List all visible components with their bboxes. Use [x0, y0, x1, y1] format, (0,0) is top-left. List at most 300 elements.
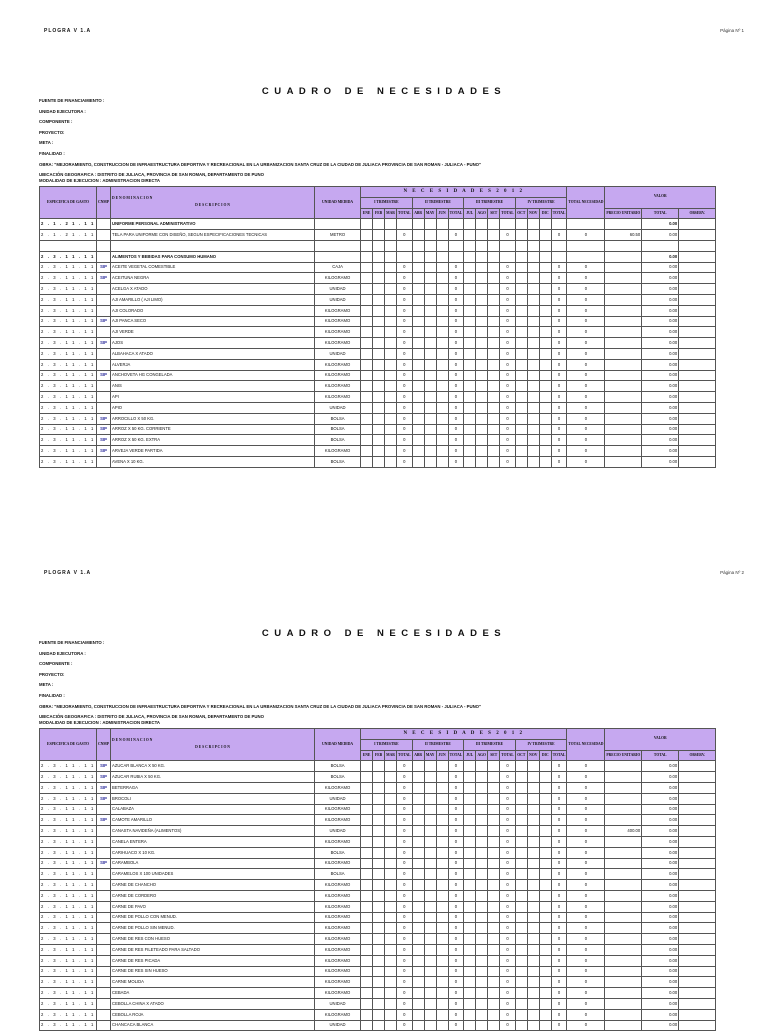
cell-precio-unitario	[605, 944, 642, 955]
cell-month	[464, 1009, 476, 1020]
cell-unidad: KILOGRAMO	[315, 890, 361, 901]
cell-month	[373, 348, 385, 359]
cell-month	[361, 262, 373, 273]
cell-month	[385, 381, 397, 392]
cell-unidad: UNIDAD	[315, 793, 361, 804]
cell-trimestre-total: 0	[551, 456, 567, 467]
cell-month	[361, 869, 373, 880]
cell-month	[527, 219, 539, 230]
cell-especifica: 2 . 3 . 1 1 . 1 1	[40, 413, 97, 424]
cell-unidad: UNIDAD	[315, 1020, 361, 1031]
cell-month	[515, 977, 527, 988]
cell-cnmp	[96, 944, 110, 955]
cell-unidad: KILOGRAMO	[315, 305, 361, 316]
cell-month	[527, 348, 539, 359]
cell-month	[412, 944, 424, 955]
document-title: CUADRO DE NECESIDADES	[261, 628, 507, 639]
cell-precio-unitario	[605, 923, 642, 934]
header-month: JUN	[436, 750, 448, 761]
table-row	[40, 370, 716, 381]
cell-month	[488, 761, 500, 772]
cell-month	[412, 219, 424, 230]
cell-total-necesidad: 0	[567, 446, 605, 457]
cell-month	[373, 923, 385, 934]
cell-unidad: KILOGRAMO	[315, 912, 361, 923]
cell-observ	[679, 761, 716, 772]
header-month: FEB	[373, 208, 385, 219]
cell-month	[412, 836, 424, 847]
cell-month	[476, 977, 488, 988]
cell-precio-unitario	[605, 782, 642, 793]
cell-total-necesidad: 0	[567, 826, 605, 837]
cell-trimestre-total: 0	[397, 869, 413, 880]
cell-month	[385, 890, 397, 901]
cell-valor-total: 0.00	[642, 869, 679, 880]
cell-month	[539, 955, 551, 966]
cell-month	[488, 262, 500, 273]
cell-valor-total: 0.00	[642, 424, 679, 435]
cell-unidad: KILOGRAMO	[315, 273, 361, 284]
cell-month	[373, 446, 385, 457]
cell-month	[539, 944, 551, 955]
cell-month	[527, 413, 539, 424]
cell-month	[539, 901, 551, 912]
cell-month	[361, 782, 373, 793]
cell-month	[436, 804, 448, 815]
cell-observ	[679, 219, 716, 230]
cell-cnmp: SIP	[96, 262, 110, 273]
cell-month	[436, 934, 448, 945]
cell-cnmp: SIP	[96, 338, 110, 349]
cell-trimestre-total: 0	[500, 847, 516, 858]
cell-month	[539, 316, 551, 327]
header-month: TOTAL	[500, 208, 516, 219]
header-month: JUL	[464, 208, 476, 219]
cell-unidad: BOLSA	[315, 761, 361, 772]
cell-month	[361, 880, 373, 891]
cell-month	[476, 284, 488, 295]
cell-cnmp: SIP	[96, 446, 110, 457]
cell-total-necesidad: 0	[567, 456, 605, 467]
cell-month	[436, 251, 448, 262]
meta-componente: COMPONENTE :	[39, 661, 73, 667]
cell-month	[464, 793, 476, 804]
cell-month	[436, 392, 448, 403]
cell-unidad: KILOGRAMO	[315, 370, 361, 381]
cell-month	[385, 305, 397, 316]
cell-trimestre-total: 0	[448, 446, 464, 457]
company-name: PLOGRA V 1.A	[44, 28, 92, 34]
cell-precio-unitario	[605, 858, 642, 869]
cell-trimestre-total: 0	[500, 944, 516, 955]
cell-trimestre-total: 0	[397, 338, 413, 349]
header-month: TOTAL	[448, 750, 464, 761]
header-month: AGO	[476, 208, 488, 219]
cell-cnmp	[96, 847, 110, 858]
cell-month	[385, 836, 397, 847]
cell-trimestre-total: 0	[551, 1020, 567, 1031]
cell-month	[436, 446, 448, 457]
cell-month	[527, 934, 539, 945]
cell-especifica: 2 . 3 . 1 1 . 1 1	[40, 912, 97, 923]
cell-month	[412, 1020, 424, 1031]
cell-cnmp: SIP	[96, 316, 110, 327]
cell-especifica: 2 . 3 . 1 1 . 1 1	[40, 836, 97, 847]
header-month: DIC	[539, 750, 551, 761]
cell-month	[539, 402, 551, 413]
cell-trimestre-total: 0	[397, 348, 413, 359]
cell-month	[515, 273, 527, 284]
cell-month	[539, 1009, 551, 1020]
cell-trimestre-total: 0	[448, 305, 464, 316]
cell-observ	[679, 359, 716, 370]
cell-month	[424, 370, 436, 381]
cell-valor-total: 0.00	[642, 901, 679, 912]
cell-month	[373, 869, 385, 880]
cell-month	[527, 435, 539, 446]
cell-month	[464, 880, 476, 891]
cell-unidad: KILOGRAMO	[315, 977, 361, 988]
cell-unidad: CAJA	[315, 262, 361, 273]
header-month: ENE	[361, 750, 373, 761]
table-row	[40, 804, 716, 815]
cell-valor-total: 0.00	[642, 772, 679, 783]
table-row	[40, 772, 716, 783]
cell-unidad: KILOGRAMO	[315, 955, 361, 966]
header-month: JUN	[436, 208, 448, 219]
cell-cnmp	[96, 359, 110, 370]
cell-observ	[679, 836, 716, 847]
cell-month	[527, 392, 539, 403]
cell-month	[464, 219, 476, 230]
cell-month	[476, 826, 488, 837]
cell-month	[515, 955, 527, 966]
cell-month	[424, 446, 436, 457]
cell-especifica: 2 . 3 . 1 1 . 1 1	[40, 815, 97, 826]
cell-month	[385, 804, 397, 815]
cell-trimestre-total: 0	[500, 998, 516, 1009]
cell-month	[424, 858, 436, 869]
cell-month	[424, 316, 436, 327]
table-row	[40, 966, 716, 977]
meta-meta: META :	[39, 140, 54, 146]
cell-month	[488, 934, 500, 945]
meta-block	[39, 641, 481, 728]
cell-precio-unitario	[605, 880, 642, 891]
meta-block	[39, 99, 481, 186]
cell-month	[515, 219, 527, 230]
cell-month	[373, 858, 385, 869]
cell-month	[373, 804, 385, 815]
cell-total-necesidad: 0	[567, 890, 605, 901]
cell-month	[424, 338, 436, 349]
header-observ: OBSERV.	[679, 208, 716, 219]
cell-observ	[679, 890, 716, 901]
cell-month	[424, 348, 436, 359]
cell-descripcion: CARNE DE CORDERO	[111, 890, 315, 901]
cell-total-necesidad: 0	[567, 273, 605, 284]
cell-observ	[679, 858, 716, 869]
cell-trimestre-total	[551, 219, 567, 230]
cell-total-necesidad: 0	[567, 413, 605, 424]
header-month: NOV	[527, 208, 539, 219]
cell-trimestre-total: 0	[500, 338, 516, 349]
cell-month	[412, 284, 424, 295]
cell-valor-total: 0.00	[642, 348, 679, 359]
cell-month	[412, 955, 424, 966]
cell-month	[527, 847, 539, 858]
cell-observ	[679, 988, 716, 999]
cell-month	[412, 890, 424, 901]
cell-unidad: BOLSA	[315, 424, 361, 435]
cell-month	[476, 955, 488, 966]
cell-month	[424, 869, 436, 880]
cell-month	[464, 305, 476, 316]
cell-month	[539, 966, 551, 977]
header-denominacion	[111, 729, 315, 761]
cell-month	[424, 273, 436, 284]
cell-month	[385, 847, 397, 858]
cell-month	[515, 294, 527, 305]
cell-trimestre-total: 0	[397, 413, 413, 424]
cell-month	[385, 273, 397, 284]
cell-trimestre-total: 0	[500, 836, 516, 847]
cell-month	[476, 934, 488, 945]
cell-month	[488, 988, 500, 999]
cell-trimestre-total: 0	[397, 880, 413, 891]
cell-month	[385, 327, 397, 338]
table-row	[40, 392, 716, 403]
header-month: TOTAL	[500, 750, 516, 761]
cell-month	[412, 305, 424, 316]
cell-trimestre-total: 0	[551, 435, 567, 446]
cell-valor-total: 0.00	[642, 262, 679, 273]
cell-month	[424, 977, 436, 988]
cell-trimestre-total: 0	[448, 988, 464, 999]
cell-cnmp	[96, 998, 110, 1009]
table-row	[40, 305, 716, 316]
cell-trimestre-total: 0	[551, 793, 567, 804]
cell-month	[373, 966, 385, 977]
cell-precio-unitario	[605, 435, 642, 446]
cell-month	[412, 869, 424, 880]
cell-month	[361, 230, 373, 241]
cell-month	[464, 392, 476, 403]
cell-trimestre-total: 0	[500, 955, 516, 966]
cell-month	[373, 944, 385, 955]
meta-obra: OBRA: "MEJORAMIENTO, CONSTRUCCION DE INFRAESTRUCTURA DEPORTIVA Y RECREACIONAL EN LA URBANIZACION SANTA CRUZ DE LA CIUDAD DE JULIACA PROVINCIA DE SAN ROMAN - JULIACA - PUNO"	[39, 703, 482, 709]
cell-especifica: 2 . 3 . 1 1 . 1 1	[40, 955, 97, 966]
cell-trimestre-total: 0	[397, 804, 413, 815]
cell-month	[385, 901, 397, 912]
cell-trimestre-total: 0	[500, 804, 516, 815]
meta-componente: COMPONENTE :	[39, 119, 73, 125]
table-row	[40, 251, 716, 262]
cell-cnmp	[96, 988, 110, 999]
table-row	[40, 793, 716, 804]
cell-especifica: 2 . 3 . 1 1 . 1 1	[40, 1020, 97, 1031]
cell-month	[436, 456, 448, 467]
cell-month	[476, 1009, 488, 1020]
header-month: TOTAL	[448, 208, 464, 219]
cell-month	[436, 912, 448, 923]
cell-month	[515, 934, 527, 945]
cell-cnmp: SIP	[96, 858, 110, 869]
cell-month	[373, 219, 385, 230]
cell-month	[539, 284, 551, 295]
cell-cnmp	[96, 966, 110, 977]
cell-trimestre-total: 0	[500, 316, 516, 327]
cell-descripcion: CALABAZA	[111, 804, 315, 815]
cell-month	[464, 772, 476, 783]
cell-month	[424, 793, 436, 804]
cell-month	[385, 782, 397, 793]
cell-precio-unitario	[605, 1020, 642, 1031]
cell-month	[476, 219, 488, 230]
cell-valor-total: 0.00	[642, 230, 679, 241]
cell-trimestre-total: 0	[397, 424, 413, 435]
cell-month	[527, 381, 539, 392]
cell-trimestre-total: 0	[397, 901, 413, 912]
cell-observ	[679, 284, 716, 295]
cell-trimestre-total: 0	[500, 869, 516, 880]
cell-month	[424, 966, 436, 977]
cell-trimestre-total: 0	[500, 934, 516, 945]
cell-month	[385, 934, 397, 945]
cell-especifica: 2 . 3 . 1 1 . 1 1	[40, 456, 97, 467]
header-month: TOTAL	[551, 750, 567, 761]
cell-trimestre-total: 0	[551, 273, 567, 284]
cell-trimestre-total: 0	[448, 804, 464, 815]
cell-month	[436, 998, 448, 1009]
cell-month	[436, 327, 448, 338]
cell-especifica: 2 . 3 . 1 1 . 1 1	[40, 782, 97, 793]
cell-valor-total: 0.00	[642, 338, 679, 349]
cell-valor-total: 0.00	[642, 381, 679, 392]
table-row	[40, 381, 716, 392]
cell-month	[361, 219, 373, 230]
cell-month	[488, 392, 500, 403]
table-row	[40, 413, 716, 424]
cell-cnmp	[96, 912, 110, 923]
cell-month	[412, 977, 424, 988]
cell-valor-total: 0.00	[642, 880, 679, 891]
cell-month	[515, 998, 527, 1009]
cell-observ	[679, 251, 716, 262]
cell-month	[488, 815, 500, 826]
cell-month	[515, 988, 527, 999]
meta-finalidad: FINALIDAD :	[39, 150, 65, 156]
cell-trimestre-total: 0	[397, 1009, 413, 1020]
cell-descripcion: APIO	[111, 402, 315, 413]
cell-month	[412, 456, 424, 467]
cell-precio-unitario	[605, 251, 642, 262]
cell-especifica: 2 . 3 . 1 1 . 1 1	[40, 435, 97, 446]
header-month: JUL	[464, 750, 476, 761]
cell-month	[515, 348, 527, 359]
cell-month	[424, 934, 436, 945]
cell-descripcion: CARNE DE RES SIN HUESO	[111, 966, 315, 977]
cell-cnmp	[96, 934, 110, 945]
cell-month	[464, 782, 476, 793]
cell-trimestre-total: 0	[551, 966, 567, 977]
cell-observ	[679, 381, 716, 392]
cell-month	[464, 413, 476, 424]
cell-total-necesidad: 0	[567, 782, 605, 793]
cell-total-necesidad: 0	[567, 977, 605, 988]
cell-trimestre-total: 0	[551, 782, 567, 793]
cell-month	[527, 782, 539, 793]
table-row	[40, 815, 716, 826]
cell-precio-unitario	[605, 273, 642, 284]
cell-month	[373, 338, 385, 349]
cell-trimestre-total: 0	[448, 381, 464, 392]
cell-trimestre-total: 0	[551, 880, 567, 891]
cell-month	[527, 901, 539, 912]
cell-month	[361, 998, 373, 1009]
cell-especifica: 2 . 3 . 1 1 . 1 1	[40, 923, 97, 934]
cell-unidad: BOLSA	[315, 435, 361, 446]
cell-month	[464, 761, 476, 772]
cell-valor-total: 0.00	[642, 998, 679, 1009]
table-row	[40, 327, 716, 338]
cell-month	[539, 262, 551, 273]
cell-month	[539, 392, 551, 403]
cell-trimestre-total: 0	[500, 1020, 516, 1031]
cell-observ	[679, 880, 716, 891]
cell-month	[515, 424, 527, 435]
cell-month	[539, 370, 551, 381]
cell-trimestre-total: 0	[551, 890, 567, 901]
cell-total-necesidad: 0	[567, 338, 605, 349]
cell-month	[412, 370, 424, 381]
cell-month	[488, 998, 500, 1009]
cell-month	[464, 912, 476, 923]
cell-month	[527, 251, 539, 262]
header-month: FEB	[373, 750, 385, 761]
cell-month	[373, 836, 385, 847]
cell-descripcion: CARIHUACO X 10 KG.	[111, 847, 315, 858]
cell-especifica: 2 . 3 . 1 1 . 1 1	[40, 880, 97, 891]
cell-descripcion: ALIMENTOS Y BEBIDAS PARA CONSUMO HUMANO	[111, 251, 315, 262]
cell-month	[488, 847, 500, 858]
cell-descripcion: AZUCAR BLANCA X 50 KG.	[111, 761, 315, 772]
cell-unidad: UNIDAD	[315, 402, 361, 413]
cell-descripcion: ALVERJA	[111, 359, 315, 370]
cell-month	[476, 782, 488, 793]
cell-month	[385, 1020, 397, 1031]
cell-cnmp	[96, 294, 110, 305]
cell-trimestre-total: 0	[500, 977, 516, 988]
cell-unidad: BOLSA	[315, 456, 361, 467]
cell-month	[361, 327, 373, 338]
cell-trimestre-total: 0	[500, 901, 516, 912]
cell-especifica: 2 . 3 . 1 1 . 1 1	[40, 402, 97, 413]
cell-cnmp: SIP	[96, 273, 110, 284]
header-precio-unitario: PRECIO UNITARIO	[605, 750, 642, 761]
cell-month	[515, 826, 527, 837]
cell-month	[527, 305, 539, 316]
cell-month	[488, 294, 500, 305]
cell-month	[436, 230, 448, 241]
cell-cnmp: SIP	[96, 815, 110, 826]
cell-unidad: KILOGRAMO	[315, 880, 361, 891]
cell-trimestre-total: 0	[397, 934, 413, 945]
cell-month	[464, 327, 476, 338]
cell-month	[464, 316, 476, 327]
cell-month	[424, 772, 436, 783]
table-row	[40, 359, 716, 370]
